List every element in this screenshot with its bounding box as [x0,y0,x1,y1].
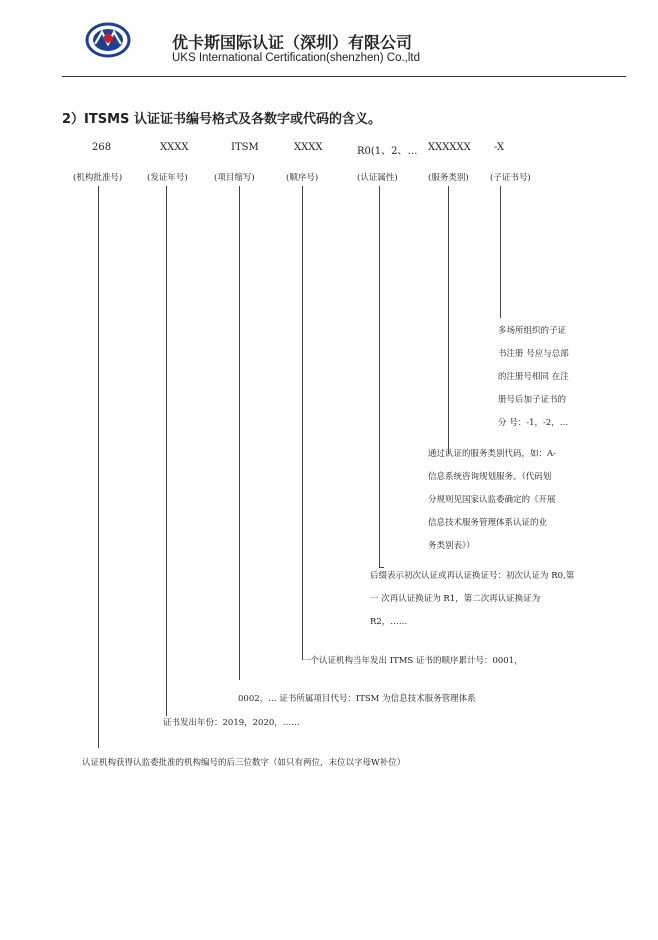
desc-year: 证书发出年份：2019，2020，…… [163,718,300,728]
label-service: (服务类别) [428,173,469,183]
desc-attribute-line-1: 后缀表示初次认证或再认证换证号：初次认证为 R0,第 [370,571,575,581]
desc-service-line-4: 信息技术服务管理体系认证的业 [428,518,548,528]
desc-attribute-line-3: R2，…… [370,617,408,627]
desc-attribute-line-2: 一 次再认证换证为 R1，第二次再认证换证为 [370,594,541,604]
header-divider [62,76,626,77]
desc-service-line-1: 通过认证的服务类别代码，如：A- [428,449,557,459]
code-year: XXXX [160,142,189,153]
connector-attribute [379,186,380,568]
desc-sub-line-5: 分 号：-1，-2，… [498,418,569,428]
desc-sequence: 一个认证机构当年发出 ITMS 证书的顺序累计号：0001， [302,656,523,666]
code-attribute: R0(1、2、… [357,146,418,157]
label-org: (机构批准号) [73,173,123,183]
desc-service [428,443,556,558]
connector-org [98,186,99,748]
label-year: (发证年号) [147,173,188,183]
label-sequence: (顺序号) [286,173,319,183]
connector-year [166,186,167,716]
company-name-en: UKS International Certification(shenzhen) Co.,ltd [172,52,421,64]
desc-project: 0002，… 证书所属项目代号：ITSM 为信息技术服务管理体系 [238,694,476,704]
connector-sub [500,186,501,318]
desc-service-line-5: 务类别表》） [428,541,475,551]
desc-sub-line-3: 的注册号相同 在注 [498,372,569,382]
desc-sub-line-1: 多场所组织的子证 [498,326,567,336]
connector-project [239,186,240,680]
code-service: XXXXXX [428,142,471,153]
connector-sequence [302,186,303,660]
desc-sub-line-2: 书注册 号应与总部 [498,349,569,359]
code-sequence: XXXX [294,142,323,153]
desc-attribute [370,565,574,634]
company-logo [85,22,131,58]
desc-service-line-3: 分规则见国家认监委确定的《开展 [428,495,556,505]
desc-org: 认证机构获得认监委批准的机构编号的后三位数字（如只有两位，末位以字母W补位） [82,758,406,768]
section-title: 2）ITSMS 认证证书编号格式及各数字或代码的含义。 [62,112,381,127]
code-sub: -X [494,142,505,153]
company-name-cn: 优卡斯国际认证（深圳）有限公司 [172,33,413,52]
desc-sub-cert [498,320,569,435]
connector-service [448,186,449,454]
label-attribute: (认证属性) [357,173,398,183]
desc-sub-line-4: 册号后加子证书的 [498,395,567,405]
code-org: 268 [92,142,112,153]
code-project: ITSM [231,142,259,153]
label-sub: (子证书号) [490,173,531,183]
label-project: (项目缩写) [214,173,255,183]
desc-service-line-2: 信息系统咨询规划服务。（代码划 [428,472,552,482]
